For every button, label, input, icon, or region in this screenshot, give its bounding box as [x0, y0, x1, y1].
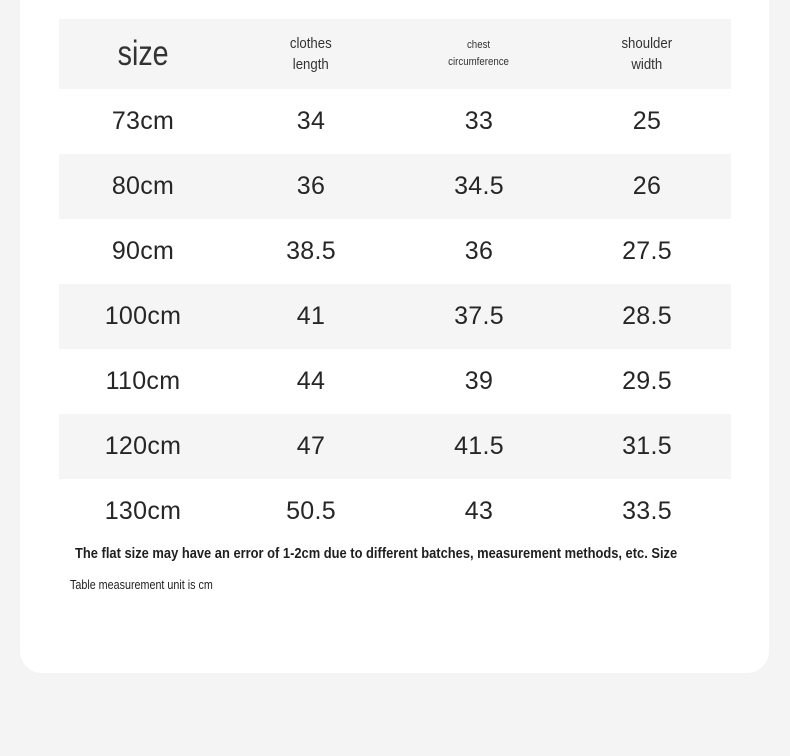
- header-shoulder-line2: width: [631, 56, 663, 73]
- measurement-error-note: The flat size may have an error of 1-2cm due to different batches, measurement methods, etc. Size: [75, 545, 678, 562]
- cell-shoulder: 31.5: [622, 432, 672, 460]
- cell-clothes-length: 38.5: [286, 237, 336, 265]
- cell-size: 110cm: [105, 367, 181, 395]
- cell-chest: 43: [464, 497, 494, 525]
- header-clothes-length-line1: clothes: [290, 35, 332, 52]
- size-chart-table: [59, 19, 731, 544]
- cell-clothes-length: 47: [296, 432, 326, 460]
- cell-shoulder: 25: [632, 107, 662, 135]
- cell-size: 120cm: [104, 432, 182, 460]
- cell-chest: 36: [464, 237, 494, 265]
- cell-shoulder: 29.5: [622, 367, 672, 395]
- cell-shoulder: 27.5: [622, 237, 672, 265]
- table-row: [59, 479, 731, 544]
- measurement-unit-note: Table measurement unit is cm: [70, 578, 213, 592]
- header-shoulder-width: [563, 19, 731, 89]
- table-row: [59, 414, 731, 479]
- cell-chest: 34.5: [454, 172, 504, 200]
- cell-size: 130cm: [104, 497, 182, 525]
- cell-chest: 39: [464, 367, 494, 395]
- table-row: [59, 89, 731, 154]
- table-row: [59, 284, 731, 349]
- cell-chest: 41.5: [454, 432, 504, 460]
- table-row: [59, 154, 731, 219]
- header-clothes-length: [227, 19, 395, 89]
- cell-clothes-length: 36: [296, 172, 326, 200]
- cell-size: 80cm: [111, 172, 175, 200]
- cell-clothes-length: 41: [296, 302, 326, 330]
- cell-clothes-length: 44: [296, 367, 326, 395]
- header-chest-line1: chest: [467, 39, 491, 51]
- cell-size: 73cm: [111, 107, 175, 135]
- table-header-row: [59, 19, 731, 89]
- cell-chest: 37.5: [454, 302, 504, 330]
- table-row: [59, 349, 731, 414]
- header-clothes-length-line2: length: [293, 56, 329, 73]
- table-row: [59, 219, 731, 284]
- cell-clothes-length: 34: [296, 107, 326, 135]
- header-chest-line2: circumference: [448, 56, 510, 68]
- cell-size: 90cm: [111, 237, 175, 265]
- cell-clothes-length: 50.5: [286, 497, 336, 525]
- header-shoulder-line1: shoulder: [621, 35, 673, 52]
- cell-shoulder: 33.5: [622, 497, 672, 525]
- header-chest-circumference: [395, 19, 563, 89]
- cell-shoulder: 28.5: [622, 302, 672, 330]
- cell-size: 100cm: [104, 302, 182, 330]
- cell-shoulder: 26: [632, 172, 662, 200]
- header-size: size: [117, 34, 169, 73]
- cell-chest: 33: [464, 107, 494, 135]
